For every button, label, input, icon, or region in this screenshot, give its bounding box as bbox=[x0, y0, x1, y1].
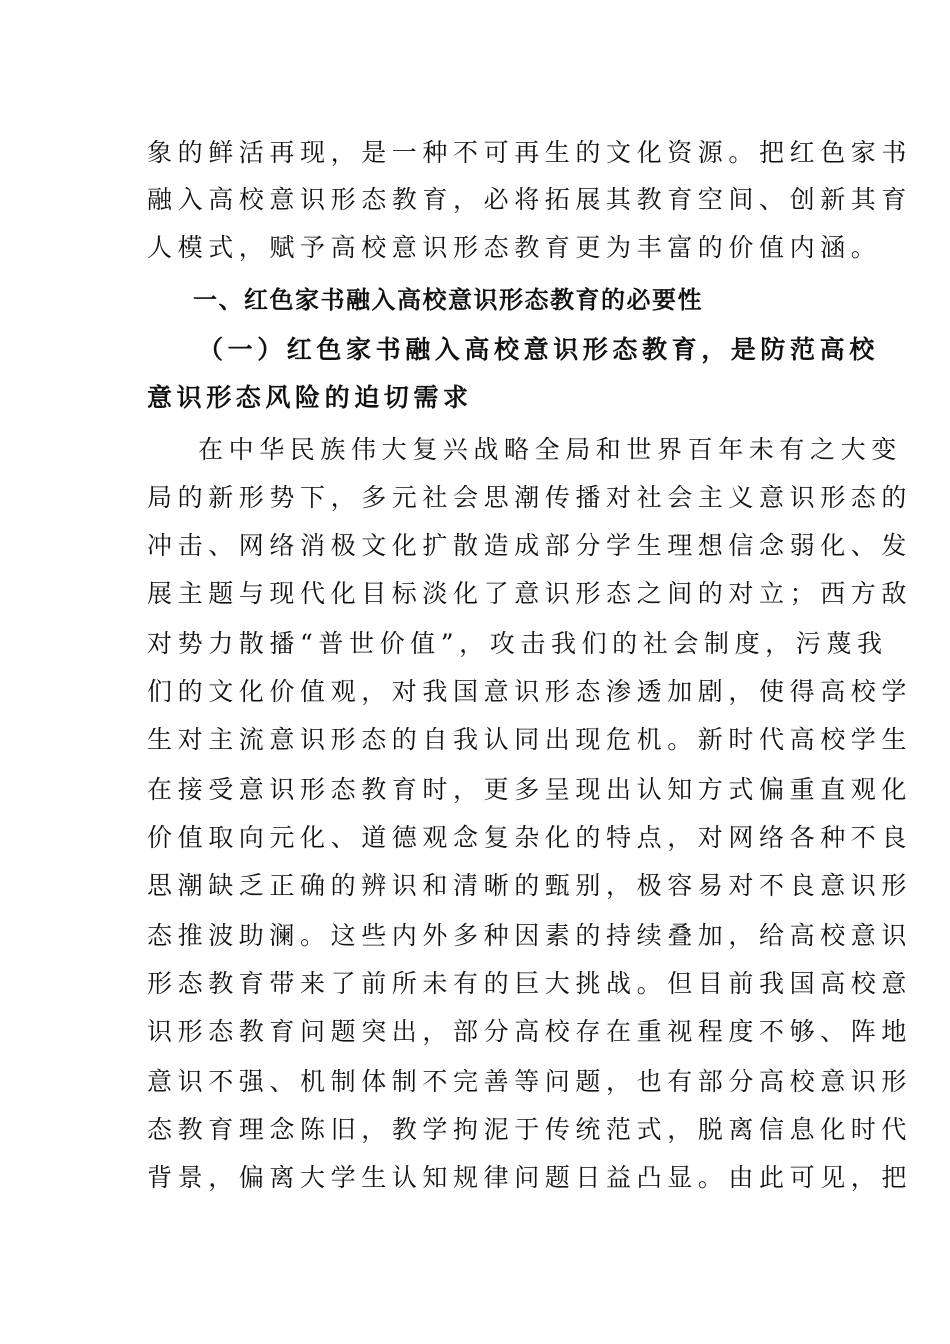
paragraph-line: 生对主流意识形态的自我认同出现危机。新时代高校学生 bbox=[147, 725, 913, 754]
paragraph-line: 人模式，赋予高校意识形态教育更为丰富的价值内涵。 bbox=[147, 233, 882, 262]
paragraph-line: 展主题与现代化目标淡化了意识形态之间的对立；西方敌 bbox=[147, 579, 913, 608]
paragraph-line: 局的新形势下，多元社会思潮传播对社会主义意识形态的 bbox=[147, 483, 913, 512]
paragraph-line: 融入高校意识形态教育，必将拓展其教育空间、创新其育 bbox=[147, 185, 913, 214]
paragraph-line: 形态教育带来了前所未有的巨大挑战。但目前我国高校意 bbox=[147, 969, 913, 998]
paragraph-line: 对势力散播“普世价值”，攻击我们的社会制度，污蔑我 bbox=[147, 629, 888, 658]
subsection-heading-line: 意识形态风险的迫切需求 bbox=[147, 383, 473, 412]
paragraph-line: 思潮缺乏正确的辨识和清晰的甄别，极容易对不良意识形 bbox=[147, 871, 913, 900]
paragraph-line: 态教育理念陈旧，教学拘泥于传统范式，脱离信息化时代 bbox=[147, 1115, 913, 1144]
paragraph-line: 意识不强、机制体制不完善等问题，也有部分高校意识形 bbox=[147, 1067, 913, 1096]
paragraph-line: 价值取向元化、道德观念复杂化的特点，对网络各种不良 bbox=[147, 823, 913, 852]
section-heading: 一、红色家书融入高校意识形态教育的必要性 bbox=[193, 286, 703, 314]
paragraph-line: 在中华民族伟大复兴战略全局和世界百年未有之大变 bbox=[198, 435, 902, 464]
paragraph-line: 冲击、网络消极文化扩散造成部分学生理想信念弱化、发 bbox=[147, 531, 913, 560]
paragraph-line: 识形态教育问题突出，部分高校存在重视程度不够、阵地 bbox=[147, 1017, 913, 1046]
paragraph-line: 态推波助澜。这些内外多种因素的持续叠加，给高校意识 bbox=[147, 921, 913, 950]
paragraph-line: 们的文化价值观，对我国意识形态渗透加剧，使得高校学 bbox=[147, 677, 913, 706]
paragraph-line: 在接受意识形态教育时，更多呈现出认知方式偏重直观化 bbox=[147, 775, 913, 804]
paragraph-line: 象的鲜活再现，是一种不可再生的文化资源。把红色家书 bbox=[147, 138, 913, 167]
paragraph-line: 背景，偏离大学生认知规律问题日益凸显。由此可见，把 bbox=[147, 1163, 913, 1192]
subsection-heading-line: （一）红色家书融入高校意识形态教育，是防范高校 bbox=[198, 335, 879, 364]
